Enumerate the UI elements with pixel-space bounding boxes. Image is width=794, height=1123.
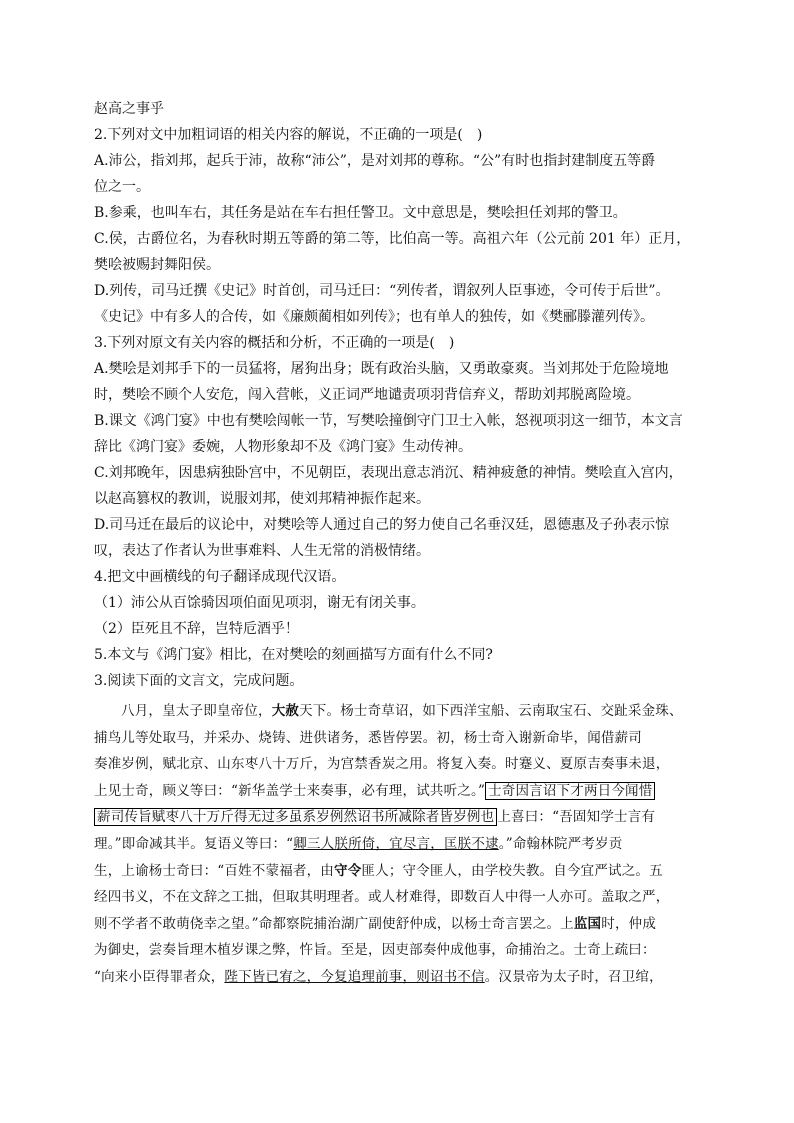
option-3b: B.课文《鸿门宴》中也有樊哙闯帐一节，写樊哙撞倒守门卫士入帐，怒视项羽这一细节，本文言 xyxy=(94,413,683,429)
passage-line: 奏准岁例，赋北京、山东枣八十万斤，为宫禁香炭之用。将复入奏。时蹇义、夏原吉奏事未退， xyxy=(94,756,670,773)
underlined-sentence: 陛下皆已宥之，今复追理前事，则诏书不信 xyxy=(224,968,485,985)
question-3: 3.下列对原文有关内容的概括和分析，不正确的一项是( ) xyxy=(94,335,455,351)
passage-line: 经四书义，不在文辞之工拙，但取其明理者。或人材难得，即数百人中得一人亦可。盖取之严， xyxy=(94,889,670,906)
option-3d-cont: 叹，表达了作者认为世事难料、人生无常的消极情绪。 xyxy=(94,543,430,559)
passage-line xyxy=(94,831,704,858)
passage-text: 八月，皇太子即皇帝位， xyxy=(121,703,272,719)
question-5: 5.本文与《鸿门宴》相比，在对樊哙的刻画描写方面有什么不同? xyxy=(94,647,493,663)
option-2d: D.列传，司马迁撰《史记》时首创，司马迁曰：“列传者，谓叙列人臣事迹，令可传于后世”。 xyxy=(94,283,670,299)
passage-text: 。汉景帝为太子时，召卫绾， xyxy=(484,968,663,985)
question-4: 4.把文中画横线的句子翻译成现代汉语。 xyxy=(94,569,346,585)
question-4-part1: （1）沛公从百馀骑因项伯面见项羽，谢无有闭关事。 xyxy=(94,595,425,611)
passage-line: 为御史，尝奏旨理木植岁课之弊，忤旨。至是，因吏部奏仲成他事，命捕治之。士奇上疏曰： xyxy=(94,942,656,959)
passage-text: 时，仲成 xyxy=(601,915,657,932)
bold-term: 大赦 xyxy=(271,703,300,719)
option-3a: A.樊哙是刘邦手下的一员猛将，屠狗出身；既有政治头脑，又勇敢豪爽。当刘邦处于危险境地 xyxy=(94,361,669,377)
option-3b-cont: 辞比《鸿门宴》委婉，人物形象却不及《鸿门宴》生动传神。 xyxy=(94,439,472,455)
option-3c: C.刘邦晚年，因患病独卧宫中，不见朝臣，表现出意志消沉、精神疲惫的神情。樊哙直入宫内， xyxy=(94,465,683,481)
text-line: 赵高之事乎 xyxy=(94,101,164,117)
passage-line xyxy=(94,698,704,725)
passage-text: 匪人；守令匪人，由学校失教。自今宜严试之。五 xyxy=(361,862,663,879)
option-2b: B.参乘，也叫车右，其任务是站在车右担任警卫。文中意思是，樊哙担任刘邦的警卫。 xyxy=(94,205,627,221)
passage-text: 。”命翰林院严考岁贡 xyxy=(498,835,623,852)
passage-line xyxy=(94,858,704,885)
reading-prompt: 3.阅读下面的文言文，完成问题。 xyxy=(94,673,304,689)
underlined-sentence: 卿三人朕所倚，宜尽言，匡朕不逮 xyxy=(293,835,499,852)
option-2c-cont: 樊哙被赐封舞阳侯。 xyxy=(94,257,220,273)
passage-line: 捕鸟儿等处取马，并采办、烧铸、进供诸务，悉皆停罢。初，杨士奇入谢新命毕，闻借薪司 xyxy=(94,729,642,746)
option-3d: D.司马迁在最后的议论中，对樊哙等人通过自己的努力使自己名垂汉廷，恩德惠及子孙表示惊 xyxy=(94,517,670,533)
passage-line xyxy=(94,964,704,991)
bold-term: 守令 xyxy=(334,862,362,879)
option-2a: A.沛公，指刘邦，起兵于沛，故称“沛公”，是对刘邦的尊称。“公”有时也指封建制度五等爵 xyxy=(94,153,656,169)
passage-line xyxy=(94,911,704,938)
question-2: 2.下列对文中加粗词语的相关内容的解说，不正确的一项是( ) xyxy=(94,127,483,143)
question-4-part2: （2）臣死且不辞，岂特卮酒乎！ xyxy=(94,621,299,637)
passage-text: 天下。杨士奇草诏，如下西洋宝船、云南取宝石、交趾采金珠、 xyxy=(299,703,683,719)
passage-text: 理。”即命减其半。复语义等曰：“ xyxy=(94,835,294,852)
boxed-sentence: 薪司传旨赋枣八十万斤得无过多虽系岁例然诏书所减除者皆岁例也 xyxy=(94,808,497,826)
option-3a-cont: 时，樊哙不顾个人安危，闯入营帐，义正词严地谴责项羽背信弃义，帮助刘邦脱离险境。 xyxy=(94,387,640,403)
boxed-sentence: 士奇因言诏下才两日今闻惜 xyxy=(485,782,655,800)
passage-text: 则不学者不敢萌侥幸之望。”命都察院捕治湖广副使舒仲成，以杨士奇言罢之。上 xyxy=(94,915,574,932)
option-2a-cont: 位之一。 xyxy=(94,179,150,195)
passage-text: 生，上谕杨士奇曰：“百姓不蒙福者，由 xyxy=(94,862,335,879)
passage-text: “向来小臣得罪者众， xyxy=(94,968,225,985)
passage-text: 上喜曰：“吾固知学士言有 xyxy=(497,809,656,826)
option-2c: C.侯，古爵位名，为春秋时期五等爵的第二等，比伯高一等。高祖六年（公元前 201 年）正月， xyxy=(94,231,691,247)
passage-line xyxy=(94,778,704,805)
document-body xyxy=(94,96,704,991)
option-3c-cont: 以赵高篡权的教训，说服刘邦，使刘邦精神振作起来。 xyxy=(94,491,430,507)
bold-term: 监国 xyxy=(573,915,602,932)
option-2d-cont: 《史记》中有多人的合传，如《廉颇蔺相如列传》；也有单人的独传，如《樊郦滕灌列传》。 xyxy=(94,309,654,325)
passage-text: 上见士奇，顾义等曰：“新华盖学士来奏事，必有理，试共听之。” xyxy=(94,782,486,799)
passage-line xyxy=(94,804,704,831)
